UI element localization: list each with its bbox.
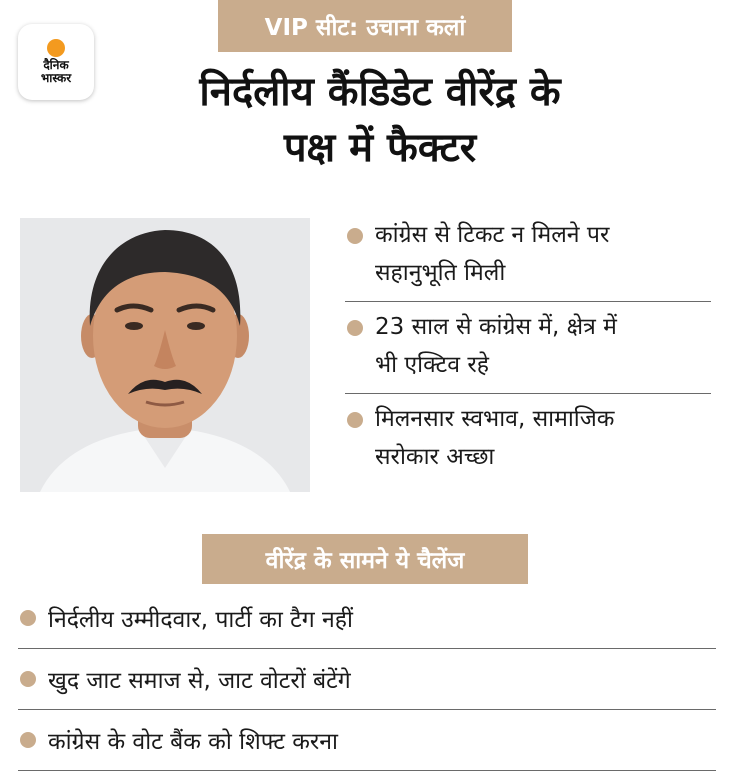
factor-line-1: मिलनसार स्वभाव, सामाजिक xyxy=(375,406,615,432)
factor-item xyxy=(345,210,711,302)
bullet-icon xyxy=(347,228,363,244)
factor-item xyxy=(345,302,711,394)
candidate-portrait-illustration xyxy=(20,218,310,492)
factors-list xyxy=(345,210,711,485)
challenge-text: निर्दलीय उम्मीदवार, पार्टी का टैग नहीं xyxy=(48,607,353,633)
bullet-icon xyxy=(20,610,36,626)
brand-logo xyxy=(18,24,94,100)
headline-line-1: निर्दलीय कैंडिडेट वीरेंद्र के xyxy=(199,69,561,115)
challenge-text: खुद जाट समाज से, जाट वोटरों बंटेंगे xyxy=(48,668,351,694)
logo-line-1: दैनिक xyxy=(43,58,69,72)
factor-line-2: भी एक्टिव रहे xyxy=(375,352,489,378)
challenge-item xyxy=(18,710,716,771)
factor-line-2: सरोकार अच्छा xyxy=(375,444,495,470)
challenge-item xyxy=(18,649,716,710)
bullet-icon xyxy=(20,732,36,748)
challenge-text: कांग्रेस के वोट बैंक को शिफ्ट करना xyxy=(48,729,339,755)
candidate-photo xyxy=(20,218,310,492)
factor-line-2: सहानुभूति मिली xyxy=(375,260,506,286)
bullet-icon xyxy=(347,320,363,336)
seat-tag: VIP सीट: उचाना कलां xyxy=(218,0,512,52)
bullet-icon xyxy=(347,412,363,428)
factor-line-1: 23 साल से कांग्रेस में, क्षेत्र में xyxy=(375,314,617,340)
challenge-item xyxy=(18,588,716,649)
challenges-list xyxy=(18,588,716,771)
logo-line-2: भास्कर xyxy=(40,71,72,85)
factor-line-1: कांग्रेस से टिकट न मिलने पर xyxy=(375,222,610,248)
factor-item xyxy=(345,394,711,485)
factor-text xyxy=(375,400,614,476)
challenges-title: वीरेंद्र के सामने ये चैलेंज xyxy=(202,534,528,584)
bullet-icon xyxy=(20,671,36,687)
factor-text xyxy=(375,216,609,292)
factor-text xyxy=(375,308,617,384)
headline xyxy=(110,64,650,176)
headline-line-2: पक्ष में फैक्टर xyxy=(283,125,477,171)
sun-icon xyxy=(47,39,65,57)
